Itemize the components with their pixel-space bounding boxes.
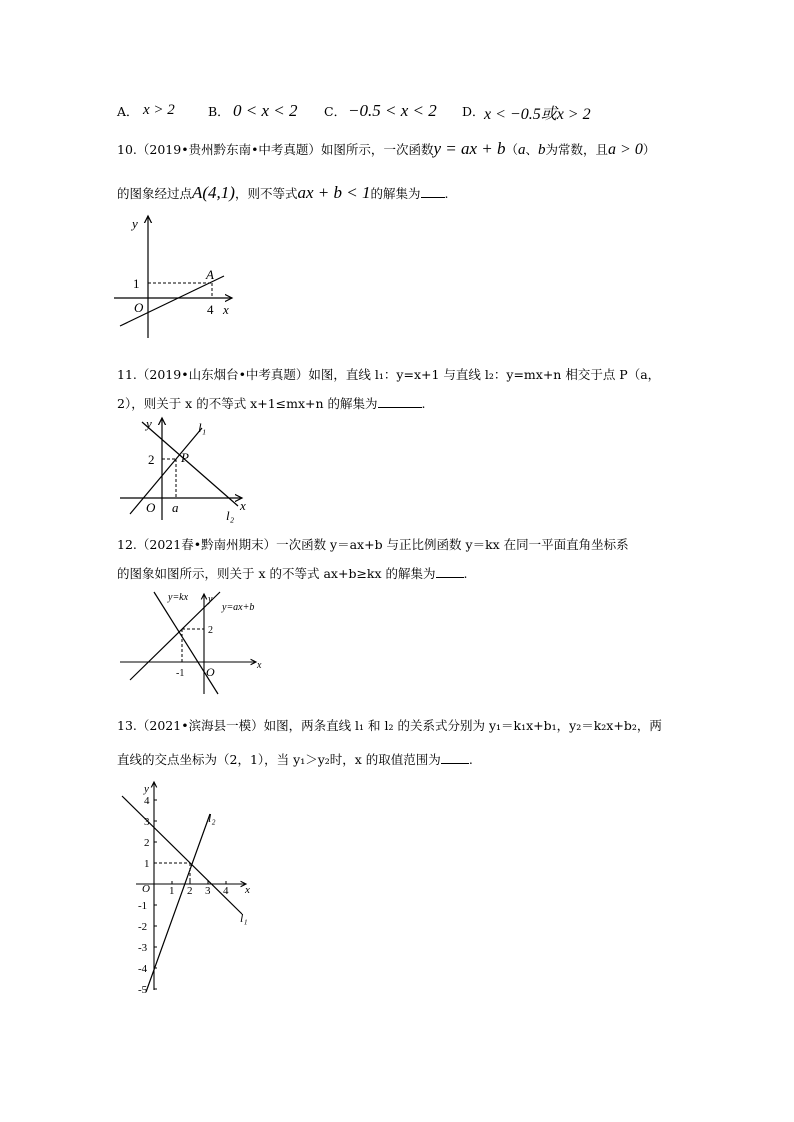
y-tick-label: 3 (144, 816, 150, 828)
option-c-text: −0.5 < x < 2 (348, 101, 437, 120)
line-l2-label: l₂ (226, 508, 235, 523)
y-tick-label: 1 (144, 858, 150, 870)
q10-sep: 、 (525, 142, 539, 157)
q12-line-2 (117, 566, 468, 582)
y-tick-label: -2 (138, 921, 148, 933)
y-tick-labels (138, 795, 150, 996)
q11-graph (118, 414, 253, 524)
q10-inequality: ax + b < 1 (297, 183, 371, 202)
q10-end: . (444, 186, 449, 201)
line-l1 (130, 428, 202, 514)
q13-line-2 (117, 752, 473, 768)
x-axis-label: x (240, 498, 246, 513)
x-tick-label: 3 (205, 885, 211, 897)
x-axis-label: x (257, 660, 262, 671)
q12-line-1: 12.（2021春•黔南州期末）一次函数 y＝ax+b 与正比例函数 y＝kx 在同一平面直角坐标系 (117, 537, 629, 552)
point-p-label: P (181, 450, 189, 465)
q10-graph (114, 212, 244, 340)
y-tick-label: -1 (138, 900, 148, 912)
option-b-text: 0 < x < 2 (233, 101, 298, 120)
line-l1-label: l₁ (240, 911, 248, 925)
tick-label-2: 2 (208, 625, 213, 636)
x-tick-label: 2 (187, 885, 193, 897)
q10-line2-prefix: 的图象经过点 (117, 186, 193, 201)
option-a-label: A． (117, 104, 139, 119)
q10-paren-close: ） (642, 142, 656, 157)
q13-line2-text: 直线的交点坐标为（2，1），当 y₁＞y₂时，x 的取值范围为 (117, 752, 441, 767)
x-tick-labels (169, 885, 229, 897)
y-tick-label: -4 (138, 963, 148, 975)
q13-line-1: 13.（2021•滨海县一模）如图，两条直线 l₁ 和 l₂ 的关系式分别为 y₁＝k₁x+b₁，y₂＝k₂x+b₂，两 (117, 718, 662, 733)
q10-equation: y = ax + b (433, 139, 506, 158)
q10-var-b: b (538, 142, 546, 158)
q10-paren-open: （ (505, 142, 519, 157)
x-axis-label: x (223, 302, 229, 317)
option-b-label: B． (208, 104, 230, 119)
origin-label: O (142, 883, 150, 895)
tick-label-1: 1 (133, 276, 140, 291)
tick-label-4: 4 (207, 302, 214, 317)
line-l2-label: l₂ (208, 811, 216, 825)
x-tick-label: 4 (223, 885, 229, 897)
y-axis-label: y (132, 216, 138, 231)
y-tick-label: 4 (144, 795, 150, 807)
q13-end: . (468, 752, 473, 767)
q12-line2-text: 的图象如图所示，则关于 x 的不等式 ax+b≥kx 的解集为 (117, 566, 436, 581)
line-l2 (142, 422, 238, 506)
line-l2 (146, 814, 210, 992)
q10-var-a: a (518, 142, 526, 158)
y-tick-label: -3 (138, 942, 148, 954)
q13-graph (118, 778, 268, 998)
y-axis-label: y (144, 783, 149, 795)
tick-label-2: 2 (148, 452, 155, 467)
q10-condition: a > 0 (608, 141, 643, 158)
point-a-label: A (206, 267, 214, 282)
answer-blank (378, 396, 422, 408)
q12-graph (118, 588, 268, 698)
line-l1-label: l₁ (198, 420, 207, 435)
option-d-text: x < −0.5或x > 2 (484, 106, 591, 123)
q10-line-2 (117, 185, 449, 202)
point-a-tick-label: a (172, 500, 179, 515)
q10-prefix: 10.（2019•贵州黔东南•中考真题）如图所示，一次函数 (117, 142, 434, 157)
option-d-label: D． (462, 104, 485, 119)
q10-line-1 (117, 141, 655, 158)
origin-label: O (146, 500, 156, 515)
line-y-ax-b-label: y=ax+b (222, 602, 255, 613)
tick-label-neg1: -1 (176, 668, 185, 679)
answer-blank (436, 566, 464, 578)
answer-blank (421, 186, 445, 198)
q11-end: . (421, 396, 426, 411)
option-a-text: x > 2 (143, 102, 175, 118)
x-axis-label: x (245, 884, 250, 896)
origin-label: O (134, 300, 144, 315)
y-axis-label: y (146, 416, 152, 431)
option-c-label: C． (324, 104, 347, 119)
q12-end: . (463, 566, 468, 581)
y-axis-label: y (208, 594, 213, 605)
q10-mid: ，则不等式 (234, 186, 298, 201)
q11-line-2 (117, 396, 426, 412)
q10-const-text: 为常数，且 (545, 142, 609, 157)
q11-line2-text: 2），则关于 x 的不等式 x+1≤mx+n 的解集为 (117, 396, 378, 411)
y-tick-label: -5 (138, 984, 148, 996)
origin-label: O (206, 665, 215, 679)
line-y-kx-label: y=kx (168, 592, 189, 603)
q10-point: A(4,1) (192, 183, 235, 202)
q11-line-1: 11.（2019•山东烟台•中考真题）如图，直线 l₁：y=x+1 与直线 l₂：y=mx+n 相交于点 P（a， (117, 367, 661, 382)
y-tick-label: 2 (144, 837, 150, 849)
q10-suffix: 的解集为 (370, 186, 421, 201)
answer-blank (441, 752, 469, 764)
x-tick-label: 1 (169, 885, 175, 897)
